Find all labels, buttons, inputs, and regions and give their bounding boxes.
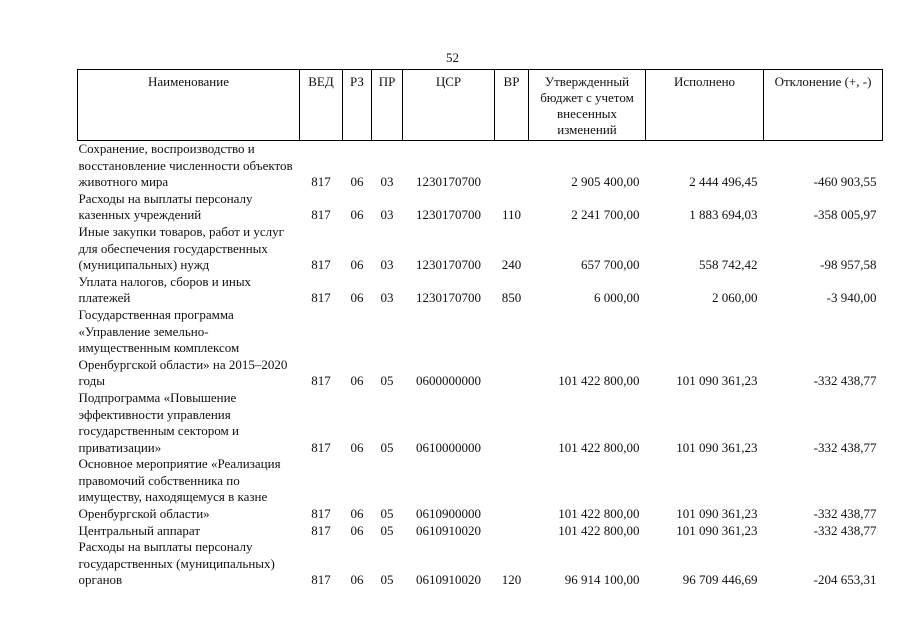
row-rz: 06 bbox=[350, 174, 364, 190]
header-name: Наименование bbox=[78, 70, 300, 141]
header-rz: РЗ bbox=[343, 70, 372, 141]
row-executed: 101 090 361,23 bbox=[676, 522, 758, 538]
header-executed: Исполнено bbox=[646, 70, 764, 141]
row-approved: 6 000,00 bbox=[594, 290, 640, 306]
table-row bbox=[78, 224, 883, 274]
row-deviation: -332 438,77 bbox=[813, 522, 877, 538]
table-row bbox=[78, 456, 883, 522]
row-ved: 817 bbox=[311, 522, 331, 538]
row-vr: 120 bbox=[501, 572, 522, 588]
row-csr: 1230170700 bbox=[416, 207, 481, 223]
row-ved: 817 bbox=[311, 572, 331, 588]
row-csr: 1230170700 bbox=[416, 174, 481, 190]
row-approved: 96 914 100,00 bbox=[564, 572, 640, 588]
row-approved: 101 422 800,00 bbox=[558, 506, 640, 522]
row-ved: 817 bbox=[311, 174, 331, 190]
row-vr bbox=[495, 307, 529, 390]
row-approved: 101 422 800,00 bbox=[558, 522, 640, 538]
row-pr: 05 bbox=[380, 522, 394, 538]
row-vr bbox=[495, 456, 529, 522]
row-rz: 06 bbox=[350, 506, 364, 522]
row-deviation: -460 903,55 bbox=[813, 174, 877, 190]
row-rz: 06 bbox=[350, 439, 364, 455]
budget-table bbox=[77, 69, 883, 589]
row-executed: 101 090 361,23 bbox=[676, 506, 758, 522]
row-rz: 06 bbox=[350, 207, 364, 223]
row-vr: 850 bbox=[501, 290, 522, 306]
row-vr bbox=[495, 390, 529, 456]
header-csr: ЦСР bbox=[403, 70, 495, 141]
header-vr: ВР bbox=[495, 70, 529, 141]
row-deviation: -332 438,77 bbox=[813, 373, 877, 389]
row-rz: 06 bbox=[350, 572, 364, 588]
row-ved: 817 bbox=[311, 257, 331, 273]
row-vr bbox=[495, 141, 529, 191]
page-number: 52 bbox=[446, 50, 459, 65]
row-rz: 06 bbox=[350, 522, 364, 538]
row-csr: 0610910020 bbox=[416, 522, 481, 538]
row-executed: 101 090 361,23 bbox=[676, 373, 758, 389]
table-row bbox=[78, 539, 883, 589]
row-deviation: -3 940,00 bbox=[826, 290, 877, 306]
row-pr: 03 bbox=[380, 207, 394, 223]
row-pr: 05 bbox=[380, 506, 394, 522]
row-deviation: -98 957,58 bbox=[820, 257, 877, 273]
row-csr: 1230170700 bbox=[416, 257, 481, 273]
table-row bbox=[78, 523, 883, 540]
header-pr: ПР bbox=[372, 70, 403, 141]
row-vr: 110 bbox=[501, 207, 522, 223]
table-row bbox=[78, 390, 883, 456]
row-rz: 06 bbox=[350, 257, 364, 273]
row-approved: 101 422 800,00 bbox=[558, 439, 640, 455]
row-name: Сохранение, воспроизводство и восстановление численности объектов животного мира bbox=[78, 141, 293, 190]
row-csr: 0610910020 bbox=[416, 572, 481, 588]
row-csr: 0610900000 bbox=[416, 506, 481, 522]
row-pr: 05 bbox=[380, 439, 394, 455]
row-ved: 817 bbox=[311, 207, 331, 223]
row-name: Подпрограмма «Повышение эффективности управления государственным сектором и приватизации» bbox=[78, 389, 239, 455]
row-pr: 03 bbox=[380, 257, 394, 273]
row-name: Расходы на выплаты персоналу государственных (муниципальных) органов bbox=[78, 539, 275, 588]
row-csr: 1230170700 bbox=[416, 290, 481, 306]
row-approved: 657 700,00 bbox=[581, 257, 640, 273]
row-deviation: -204 653,31 bbox=[813, 572, 877, 588]
row-name: Центральный аппарат bbox=[78, 522, 201, 538]
row-executed: 1 883 694,03 bbox=[689, 207, 758, 223]
row-vr: 240 bbox=[501, 257, 522, 273]
row-executed: 558 742,42 bbox=[699, 257, 758, 273]
row-executed: 96 709 446,69 bbox=[682, 572, 758, 588]
header-approved: Утвержденный бюджет с учетом внесенных изменений bbox=[529, 70, 646, 141]
row-csr: 0600000000 bbox=[416, 373, 481, 389]
row-rz: 06 bbox=[350, 373, 364, 389]
row-deviation: -332 438,77 bbox=[813, 506, 877, 522]
row-ved: 817 bbox=[311, 373, 331, 389]
row-approved: 101 422 800,00 bbox=[558, 373, 640, 389]
row-ved: 817 bbox=[311, 439, 331, 455]
table-row bbox=[78, 274, 883, 307]
row-name: Расходы на выплаты персоналу казенных учреждений bbox=[78, 190, 253, 223]
row-executed: 2 060,00 bbox=[712, 290, 758, 306]
table-header-row bbox=[78, 70, 883, 141]
table-body bbox=[78, 141, 883, 590]
row-name: Иные закупки товаров, работ и услуг для обеспечения государственных (муниципальных) нужд bbox=[78, 223, 284, 273]
header-ved: ВЕД bbox=[300, 70, 343, 141]
row-name: Уплата налогов, сборов и иных платежей bbox=[78, 273, 252, 306]
table-row bbox=[78, 191, 883, 224]
row-ved: 817 bbox=[311, 506, 331, 522]
row-name: Государственная программа «Управление земельно-имущественным комплексом Оренбургской области» на 2015–2020 годы bbox=[78, 306, 288, 389]
row-vr bbox=[495, 523, 529, 540]
row-approved: 2 241 700,00 bbox=[571, 207, 640, 223]
table-row bbox=[78, 307, 883, 390]
row-deviation: -332 438,77 bbox=[813, 439, 877, 455]
row-csr: 0610000000 bbox=[416, 439, 481, 455]
header-deviation: Отклонение (+, -) bbox=[764, 70, 883, 141]
row-name: Основное мероприятие «Реализация правомочий собственника по имуществу, находящемуся в казне Оренбургской области» bbox=[78, 456, 281, 522]
row-ved: 817 bbox=[311, 290, 331, 306]
table-row bbox=[78, 141, 883, 191]
row-pr: 03 bbox=[380, 174, 394, 190]
row-executed: 2 444 496,45 bbox=[689, 174, 758, 190]
row-executed: 101 090 361,23 bbox=[676, 439, 758, 455]
row-rz: 06 bbox=[350, 290, 364, 306]
row-pr: 03 bbox=[380, 290, 394, 306]
row-pr: 05 bbox=[380, 373, 394, 389]
row-deviation: -358 005,97 bbox=[813, 207, 877, 223]
row-pr: 05 bbox=[380, 572, 394, 588]
row-approved: 2 905 400,00 bbox=[571, 174, 640, 190]
